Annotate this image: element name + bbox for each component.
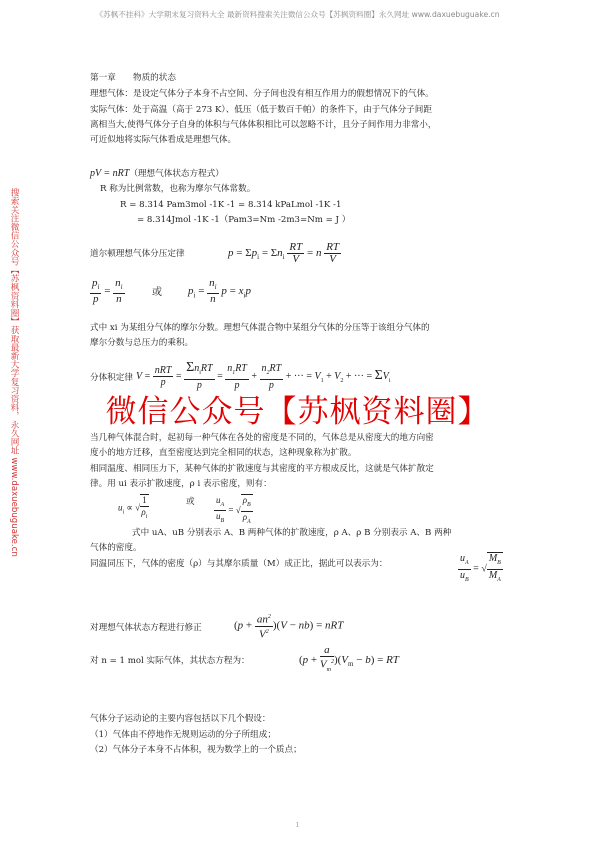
diffusion-line-2: 度小的地方迁移，直至密度达到完全相同的状态，这种现象称为扩散。 — [90, 448, 357, 458]
partial-volume-title: 分体积定律 — [90, 373, 133, 383]
graham-law-line-2: 律。用 ui 表示扩散速度，ρ i 表示密度，则有： — [90, 479, 272, 489]
gas-constant-value-1: R = 8.314 Pam3mol -1K -1 = 8.314 kPaLmol -1K -1 — [120, 200, 342, 210]
page-number: 1 — [295, 822, 300, 829]
graham-proportional-formula: $u_i$ ∝ √ $\frac{1}{\rho_i}$ — [118, 494, 149, 523]
graham-law-line-1: 相同温度、相同压力下，某种气体的扩散速度与其密度的平方根成反比，这就是气体扩散定 — [90, 464, 434, 474]
diffusion-line-1: 当几种气体混合时，起初每一种气体在各处的密度是不同的，气体总是从密度大的地方向密 — [90, 433, 434, 443]
partial-pressure-formula: $p_i$ = $\frac{n_i}{n}$ $p = x_ip$ — [188, 277, 251, 306]
van-der-waals-one-mole-intro: 对 n = 1 mol 实际气体，其状态方程为： — [90, 656, 250, 666]
or-connector: 或 — [152, 287, 162, 298]
ideal-gas-equation-label: （理想气体状态方程式） — [129, 169, 224, 179]
van-der-waals-intro: 对理想气体状态方程进行修正 — [90, 623, 202, 633]
real-gas-line-2: 离相当大,使得气体分子自身的体积与气体体积相比可以忽略不计，且分子间作用力非常小， — [90, 120, 437, 130]
chapter-title: 第一章 物质的状态 — [90, 73, 176, 83]
dalton-law-title: 道尔顿理想气体分压定律 — [90, 249, 185, 259]
mole-fraction-formula: $\frac{p_i}{p}$ = $\frac{n_i}{n}$ — [92, 277, 123, 306]
or-connector-2: 或 — [186, 497, 195, 507]
van-der-waals-formula: (p + $\frac{an^2}{V^2}$ )(V − nb) = nRT — [234, 613, 344, 641]
ideal-gas-definition: 理想气体：是设定气体分子本身不占空间、分子间也没有相互作用力的假想情况下的气体。 — [90, 89, 434, 99]
kinetic-assumption-1: （1）气体由不停地作无规则运动的分子所组成； — [90, 730, 276, 740]
wechat-watermark: 微信公众号【苏枫资料圈】 — [105, 394, 490, 430]
side-watermark-text: 搜索关注微信公众号【苏枫资料圈】获取最新大学复习资料，永久网址 www.daxuebuguake.cn — [9, 188, 19, 557]
gas-constant-value-2: = 8.314Jmol -1K -1（Pam3=Nm -2m3=Nm = J ） — [137, 215, 351, 225]
real-gas-line-3: 可近似地将实际气体看成是理想气体。 — [90, 135, 237, 145]
diffusion-speed-description-2: 气体的密度。 — [90, 543, 142, 553]
kinetic-theory-intro: 气体分子运动论的主要内容包括以下几个假设： — [90, 714, 271, 724]
ideal-gas-equation: pV = nRT — [90, 168, 130, 179]
mole-fraction-description-2: 摩尔分数与总压力的乘积。 — [90, 338, 194, 348]
dalton-formula: $p = \Sigma p_i = \Sigma n_i$ $\frac{RT}{V}$ = n $\frac{RT}{V}$ — [228, 241, 340, 265]
graham-ratio-formula: $\frac{u_A}{u_B}$ = √ $\frac{\rho_B}{\rho_A}$ — [214, 494, 253, 528]
molar-mass-formula: $\frac{u_A}{u_B}$ = √ $\frac{M_B}{M_A}$ — [458, 552, 503, 586]
page-header: 《苏枫不挂科》大学期末复习资料大全 最新资料搜索关注微信公众号【苏枫资料圈】永久网址 www.daxuebuguake.cn — [95, 10, 500, 19]
kinetic-assumption-2: （2）气体分子本身不占体积，视为数学上的一个质点； — [90, 745, 302, 755]
diffusion-speed-description-1: 式中 uA、uB 分别表示 A、B 两种气体的扩散速度，ρ A、ρ B 分别表示 A、B 两种 — [132, 528, 452, 538]
real-gas-line-1: 实际气体：处于高温（高于 273 K）、低压（低于数百千帕）的条件下，由于气体分子间距 — [90, 105, 432, 115]
ideal-gas-equation-line — [90, 168, 518, 180]
gas-constant-description: R 称为比例常数，也称为摩尔气体常数。 — [100, 184, 256, 194]
partial-volume-formula: V = $\frac{\text{nRT}}{p}$ = $\frac{\Sigma n_iRT}{p}$ = $\frac{n_1RT}{p}$ + $\frac{n_2RT}{p}$ + ··· = $V_1 + V_2$ + ··· = $\Sigma V_i$ — [136, 360, 391, 391]
mole-fraction-description-1: 式中 xi 为某组分气体的摩尔分数。理想气体混合物中某组分气体的分压等于该组分气体的 — [90, 323, 430, 333]
molar-mass-relation: 同温同压下，气体的密度（ρ）与其摩尔质量（M）成正比，据此可以表示为： — [90, 559, 388, 569]
van-der-waals-one-mole-formula: (p + $\frac{a}{V_m^2}$ )$(V_m - b)$ = RT — [299, 644, 399, 673]
